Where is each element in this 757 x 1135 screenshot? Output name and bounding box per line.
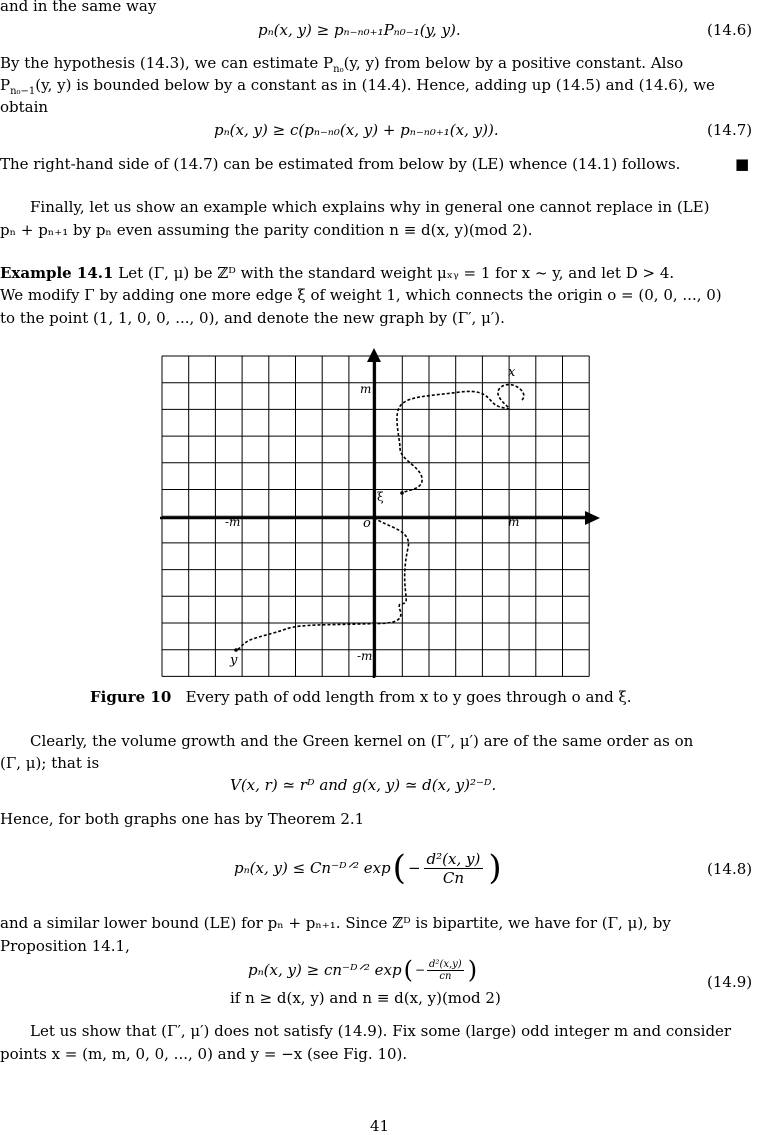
text-line: points x = (m, m, 0, 0, ..., 0) and y = −x (see Fig. 10). [0, 1045, 408, 1063]
text-line: obtain [0, 98, 49, 116]
text-line: to the point (1, 1, 0, 0, ..., 0), and denote the new graph by (Γ′, μ′). [0, 309, 505, 327]
equation-tag: (14.7) [707, 121, 753, 139]
label-m-left: -m [225, 515, 241, 529]
equation-tag: (14.6) [707, 21, 753, 39]
label-y: y [230, 653, 238, 668]
figure-caption: Figure 10 Every path of odd length from x to y goes through o and ξ. [90, 688, 632, 706]
y-axis-arrow [367, 348, 381, 362]
text-line: Let us show that (Γ′, μ′) does not satisfy (14.9). Fix some (large) odd integer m and consider [30, 1022, 732, 1040]
equation-tag: (14.8) [707, 860, 753, 878]
text-line: and in the same way [0, 0, 157, 15]
text-line: Hence, for both graphs one has by Theorem 2.1 [0, 810, 365, 828]
qed-mark: ■ [735, 155, 750, 173]
label-xi: ξ [377, 490, 384, 504]
text-line: By the hypothesis (14.3), we can estimate $P_{n_0}(y$, y) from below by a positive constant. Also [0, 54, 684, 75]
label-m-bottom: -m [357, 649, 373, 663]
text-line: $P_{n_0-1}(y$, y) is bounded below by a constant as in (14.4). Hence, adding up (14.5) and (14.6), we [0, 76, 715, 97]
xi-endpoint [400, 491, 404, 495]
label-m-right: m [508, 515, 520, 529]
text-line: and a similar lower bound (LE) for pₙ + pₙ₊₁. Since ℤᴰ is bipartite, we have for (Γ, μ), by [0, 914, 671, 932]
path-x-to-xi [397, 385, 524, 493]
equation-condition: if n ≥ d(x, y) and n ≡ d(x, y)(mod 2) [230, 989, 501, 1007]
equation-14-7: pₙ(x, y) ≥ c(pₙ₋ₙ₀(x, y) + pₙ₋ₙ₀₊₁(x, y)). [214, 121, 499, 139]
label-o: o [363, 516, 371, 531]
y-endpoint [234, 648, 238, 652]
text-line: (Γ, μ); that is [0, 754, 100, 772]
equation-14-6: pₙ(x, y) ≥ pₙ₋ₙ₀₊₁Pₙ₀₋₁(y, y). [258, 21, 461, 39]
text-line: Proposition 14.1, [0, 937, 130, 955]
text-line: pₙ + pₙ₊₁ by pₙ even assuming the parity condition n ≡ d(x, y)(mod 2). [0, 221, 533, 239]
figure-10 [160, 348, 600, 682]
text-line: Finally, let us show an example which explains why in general one cannot replace in (LE) [30, 198, 710, 216]
x-axis-arrow [585, 511, 600, 525]
example-label: Example 14.1 [0, 264, 114, 282]
label-x: x [508, 365, 516, 380]
equation-14-8: pₙ(x, y) ≤ Cn⁻ᴰᐟ² exp ( − $\frac{\text{d²(x, y)}}{Cn}$ ) [234, 848, 502, 888]
text-line: The right-hand side of (14.7) can be estimated from below by (LE) whence (14.1) follows. [0, 155, 681, 173]
equation-tag: (14.9) [707, 973, 753, 991]
text-line: Example 14.1 Let (Γ, μ) be ℤᴰ with the standard weight μₓᵧ = 1 for x ~ y, and let D > 4. [0, 264, 675, 282]
equation-volume-green: V(x, r) ≃ rᴰ and g(x, y) ≃ d(x, y)²⁻ᴰ. [230, 776, 497, 794]
equation-14-9: pₙ(x, y) ≥ cn⁻ᴰᐟ² exp ( − $\frac{\text{d²(x,y)}}{cn}$ ) [248, 956, 478, 984]
label-m-top: m [360, 382, 372, 396]
text-line: We modify Γ by adding one more edge ξ of weight 1, which connects the origin o = (0, 0, ..., 0) [0, 286, 722, 304]
page-number: 41 [370, 1117, 390, 1135]
text-line: Clearly, the volume growth and the Green kernel on (Γ′, μ′) are of the same order as on [30, 732, 694, 750]
